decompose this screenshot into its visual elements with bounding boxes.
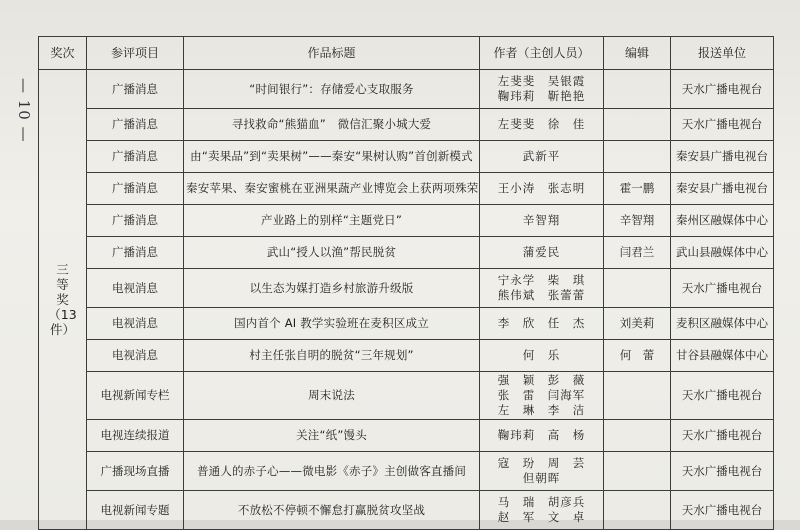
header-grade: 奖次 (39, 37, 87, 70)
author-line: 熊伟斌 张蕾蕾 (497, 288, 586, 302)
title-cell: 秦安苹果、秦安蜜桃在亚洲果蔬产业博览会上获两项殊荣 (184, 173, 480, 205)
author-line: 张 雷 闫海军 (497, 388, 586, 402)
title-cell: 国内首个 AI 教学实验班在麦积区成立 (184, 308, 480, 340)
authors-cell (480, 237, 604, 269)
editor-cell (604, 452, 671, 491)
authors-cell (480, 141, 604, 173)
authors-cell (480, 420, 604, 452)
table-row (39, 205, 774, 237)
authors-cell (480, 173, 604, 205)
unit-cell: 天水广播电视台 (671, 372, 774, 420)
grade-label-line1: 三 (56, 262, 69, 277)
table-header-row (39, 37, 774, 70)
editor-cell (604, 420, 671, 452)
author-line: 李 欣 任 杰 (497, 316, 586, 330)
category-cell: 广播消息 (87, 173, 184, 205)
author-line: 强 颖 彭 薇 (497, 373, 586, 387)
grade-label-count: （13 件） (48, 307, 77, 337)
title-cell: 普通人的赤子心——微电影《赤子》主创做客直播间 (184, 452, 480, 491)
unit-cell: 天水广播电视台 (671, 109, 774, 141)
author-line: 何 乐 (522, 348, 561, 362)
table-row (39, 340, 774, 372)
unit-cell: 麦积区融媒体中心 (671, 308, 774, 340)
page-number (10, 50, 38, 170)
editor-cell: 刘美莉 (604, 308, 671, 340)
awards-table (38, 36, 774, 530)
author-line: 但朝晖 (522, 471, 561, 485)
authors-cell (480, 372, 604, 420)
authors-cell (480, 452, 604, 491)
page-number-text: — 10 — (15, 77, 33, 143)
category-cell: 电视消息 (87, 269, 184, 308)
authors-cell (480, 269, 604, 308)
category-cell: 电视消息 (87, 340, 184, 372)
unit-cell: 天水广播电视台 (671, 269, 774, 308)
author-line: 鞠玮莉 靳艳艳 (497, 89, 586, 103)
authors-cell (480, 308, 604, 340)
title-cell: 周末说法 (184, 372, 480, 420)
category-cell: 广播现场直播 (87, 452, 184, 491)
unit-cell: 秦安县广播电视台 (671, 141, 774, 173)
category-cell: 广播消息 (87, 141, 184, 173)
unit-cell: 天水广播电视台 (671, 70, 774, 109)
table-row (39, 420, 774, 452)
author-line: 宁永学 柴 琪 (497, 273, 586, 287)
unit-cell: 秦安县广播电视台 (671, 173, 774, 205)
title-cell: 不放松不停顿不懈怠打赢脱贫攻坚战 (184, 491, 480, 530)
header-title: 作品标题 (184, 37, 480, 70)
table-row (39, 372, 774, 420)
author-line: 蒲爱民 (522, 245, 561, 259)
category-cell: 广播消息 (87, 205, 184, 237)
table-row (39, 237, 774, 269)
table-row (39, 141, 774, 173)
editor-cell (604, 372, 671, 420)
title-cell: “时间银行”：存储爱心支取服务 (184, 70, 480, 109)
grade-cell (39, 70, 87, 530)
editor-cell: 何 蕾 (604, 340, 671, 372)
authors-cell (480, 491, 604, 530)
unit-cell: 秦州区融媒体中心 (671, 205, 774, 237)
editor-cell: 闫君兰 (604, 237, 671, 269)
grade-label-line2: 等 (56, 277, 69, 292)
editor-cell: 辛智翔 (604, 205, 671, 237)
title-cell: 寻找救命“熊猫血” 微信汇聚小城大爱 (184, 109, 480, 141)
author-line: 鞠玮莉 高 杨 (497, 428, 586, 442)
table-row (39, 308, 774, 340)
author-line: 赵 军 文 卓 (497, 510, 586, 524)
author-line: 马 瑞 胡彦兵 (497, 495, 586, 509)
unit-cell: 天水广播电视台 (671, 420, 774, 452)
editor-cell: 霍一鹏 (604, 173, 671, 205)
category-cell: 广播消息 (87, 237, 184, 269)
table-row (39, 70, 774, 109)
editor-cell (604, 269, 671, 308)
category-cell: 电视新闻专题 (87, 491, 184, 530)
category-cell: 电视新闻专栏 (87, 372, 184, 420)
category-cell: 电视消息 (87, 308, 184, 340)
title-cell: 以生态为媒打造乡村旅游升级版 (184, 269, 480, 308)
editor-cell (604, 491, 671, 530)
editor-cell (604, 109, 671, 141)
editor-cell (604, 70, 671, 109)
category-cell: 电视连续报道 (87, 420, 184, 452)
table-row (39, 109, 774, 141)
title-cell: 产业路上的别样“主题党日” (184, 205, 480, 237)
unit-cell: 天水广播电视台 (671, 452, 774, 491)
grade-label-line3: 奖 (56, 292, 69, 307)
unit-cell: 甘谷县融媒体中心 (671, 340, 774, 372)
category-cell: 广播消息 (87, 70, 184, 109)
author-line: 左 琳 李 洁 (497, 403, 586, 417)
editor-cell (604, 141, 671, 173)
title-cell: 村主任张自明的脱贫“三年规划” (184, 340, 480, 372)
authors-cell (480, 70, 604, 109)
header-unit: 报送单位 (671, 37, 774, 70)
header-authors: 作者（主创人员） (480, 37, 604, 70)
header-category: 参评项目 (87, 37, 184, 70)
author-line: 左斐斐 吴银霞 (497, 74, 586, 88)
authors-cell (480, 109, 604, 141)
unit-cell: 武山县融媒体中心 (671, 237, 774, 269)
author-line: 武新平 (522, 149, 561, 163)
author-line: 左斐斐 徐 佳 (497, 117, 586, 131)
table-row (39, 269, 774, 308)
title-cell: 由“卖果品”到“卖果树”——秦安“果树认购”首创新模式 (184, 141, 480, 173)
category-cell: 广播消息 (87, 109, 184, 141)
title-cell: 武山“授人以渔”帮民脱贫 (184, 237, 480, 269)
table-row (39, 173, 774, 205)
table-row (39, 491, 774, 530)
authors-cell (480, 340, 604, 372)
table-row (39, 452, 774, 491)
header-editor: 编辑 (604, 37, 671, 70)
authors-cell (480, 205, 604, 237)
title-cell: 关注“纸”馒头 (184, 420, 480, 452)
unit-cell: 天水广播电视台 (671, 491, 774, 530)
author-line: 辛智翔 (522, 213, 561, 227)
author-line: 寇 玢 周 芸 (497, 456, 586, 470)
author-line: 王小涛 张志明 (497, 181, 586, 195)
